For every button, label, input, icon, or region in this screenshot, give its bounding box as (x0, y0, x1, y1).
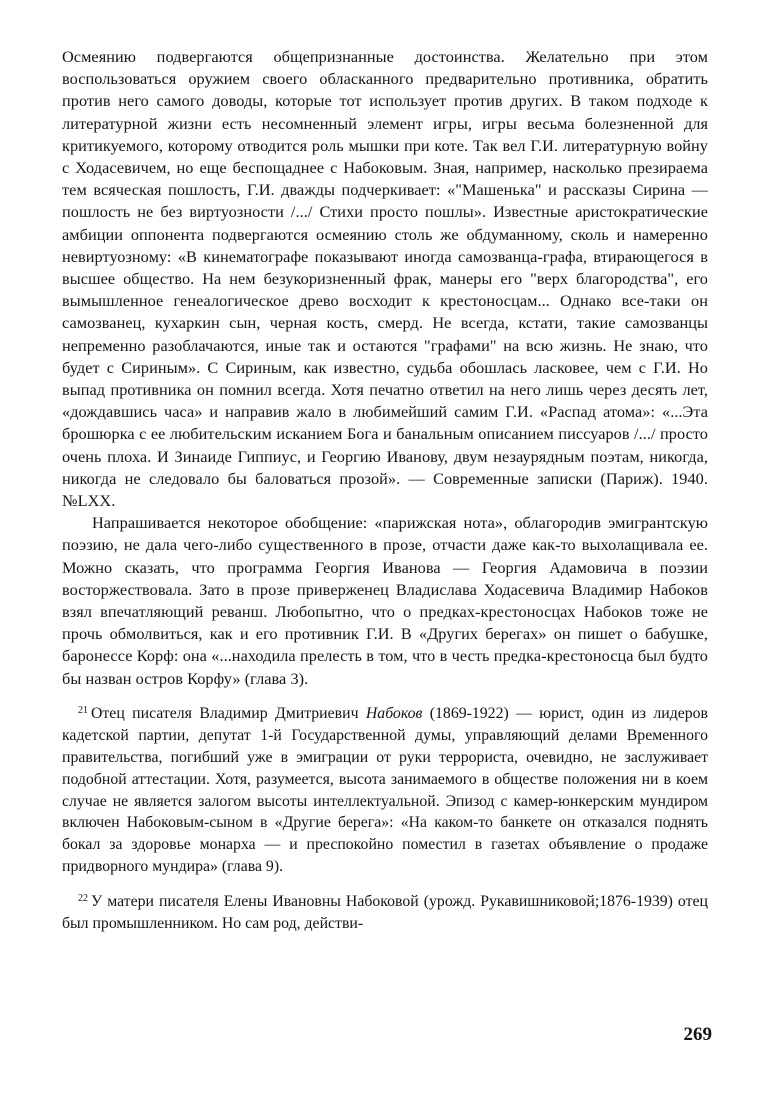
text-block (62, 46, 708, 945)
footnote-number: 22 (78, 893, 88, 905)
body-paragraph-1: Осмеянию подвергаются общепризнанные достоинства. Желательно при этом воспользоваться оружием своего обласканного предварительно противника, обратить против него самого доводы, которые тот использует против других. В таком подходе к литературной жизни есть несомненный элемент игры, игры весьма болезненной для критикуемого, которому отводится роль мышки при коте. Так вел Г.И. литературную войну с Ходасевичем, но еще беспощаднее с Набоковым. Зная, например, насколько презираема тем всяческая пошлость, Г.И. дважды подчеркивает: «"Машенька" и рассказы Сирина — пошлость не без виртуозности /.../ Стихи просто пошлы». Известные аристократические амбиции оппонента подвергаются осмеянию столь же обдуманному, сколь и намеренно невиртуозному: «В кинематографе показывают иногда самозванца-графа, втирающегося в высшее общество. На нем безукоризненный фрак, манеры его "верх благородства", его вымышленное генеалогическое древо восходит к крестоносцам... Однако все-таки он самозванец, кухаркин сын, черная кость, смерд. Не всегда, кстати, такие самозванцы непременно разоблачаются, иные так и остаются "графами" на всю жизнь. Не знаю, что будет с Сириным». С Сириным, как известно, судьба обошлась ласковее, чем с Г.И. Но выпад противника он помнил всегда. Хотя печатно ответил на него лишь через десять лет, «дождавшись часа» и направив жало в любимейший самим Г.И. «Распад атома»: «...Эта брошюрка с ее любительским исканием Бога и банальным описанием писсуаров /.../ просто очень плоха. И Зинаиде Гиппиус, и Георгию Иванову, двум незаурядным поэтам, никогда, никогда не следовало бы баловаться прозой». — Современные записки (Париж). 1940. №LXX. (62, 47, 708, 511)
footnote-21 (62, 700, 708, 878)
footnote-text-start: Отец писателя Владимир Дмитриевич (91, 704, 366, 722)
footnote-22 (62, 888, 708, 935)
body-paragraph-2: Напрашивается некоторое обобщение: «парижская нота», облагородив эмигрантскую поэзию, не дала чего-либо существенного в прозе, отчасти даже как-то выхолащивала ее. Можно сказать, что программа Георгия Иванова — Георгия Адамовича в поэзии восторжествовала. Зато в прозе приверженец Владислава Ходасевича Владимир Набоков взял впечатляющий реванш. Любопытно, что о предках-крестоносцах Набоков тоже не прочь обмолвиться, как и его противник Г.И. В «Других берегах» он пишет о бабушке, баронессе Корф: она «...находила прелесть в том, что в честь предка-крестоносца был будто бы назван остров Корфу» (глава 3). (62, 513, 708, 688)
footnotes (62, 700, 708, 935)
page-number: 269 (683, 1024, 712, 1045)
footnote-italic-name: Набоков (365, 704, 423, 722)
footnote-text: У матери писателя Елены Ивановны Набоковой (урожд. Рукавишниковой;1876-1939) отец был промышленником. Но сам род, действи- (62, 893, 708, 933)
footnote-number: 21 (78, 704, 88, 716)
footnote-text-rest: (1869-1922) — юрист, один из лидеров кадетской партии, депутат 1-й Государственной думы, управляющий делами Временного правительства, погибший уже в эмиграции от руки террориста, очевидно, не заслуживает подобной аттестации. Хотя, разумеется, высота занимаемого в обществе положения ни в коем случае не является залогом высоты интеллектуальной. Эпизод с камер-юнкерским мундиром включен Набоковым-сыном в «Другие берега»: «На каком-то банкете он отказался поднять бокал за здоровье монарха — и преспокойно поместил в газетах объявление о продаже придворного мундира» (глава 9). (62, 704, 708, 876)
